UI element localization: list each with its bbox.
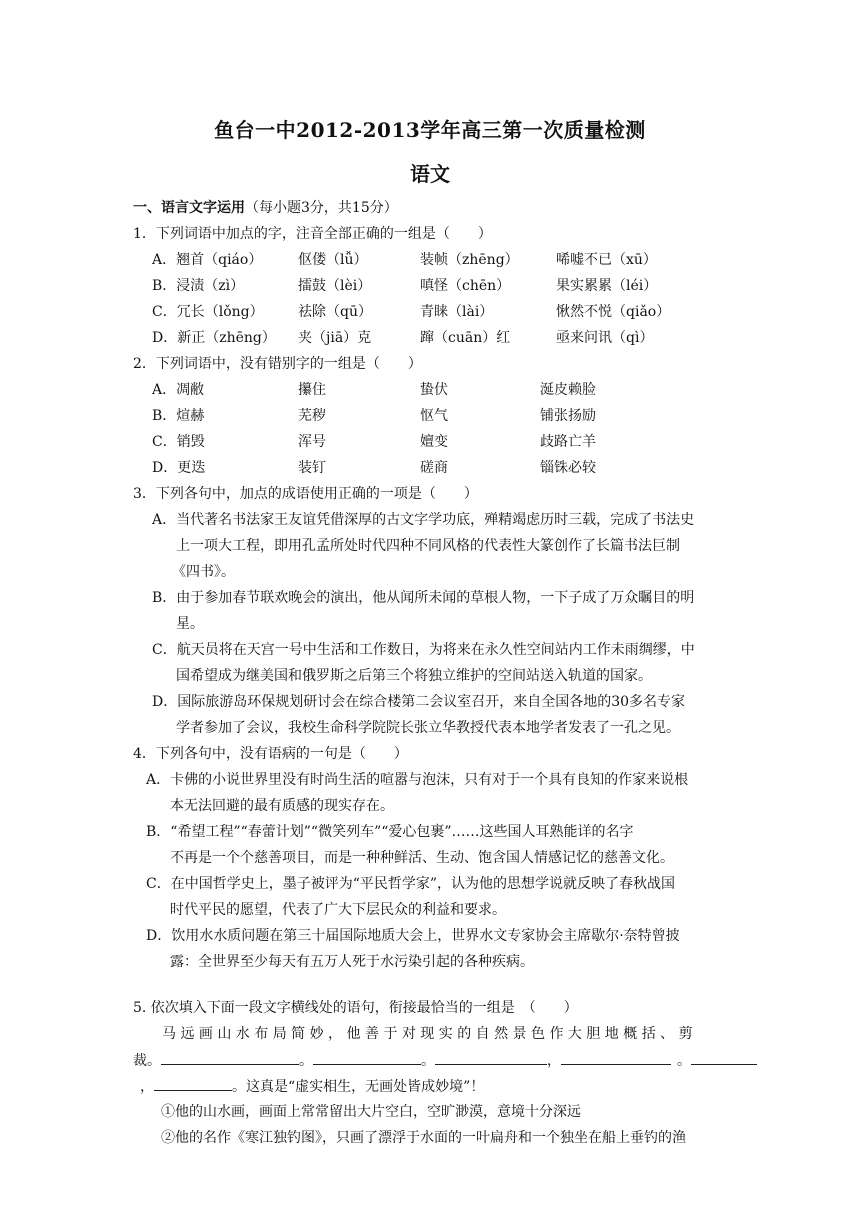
q2-a-3: 蛰伏 (420, 382, 448, 398)
q1-d-2: 夹（jiā）克 (298, 330, 372, 346)
question-5-stem: 5. 依次填入下面一段文字横线处的语句，衔接最恰当的一组是 （ ） (133, 1000, 578, 1016)
q2-a-4: 涎皮赖脸 (540, 382, 596, 398)
q5-item-2: ②他的名作《寒江独钓图》，只画了漂浮于水面的一叶扁舟和一个独坐在船上垂钓的渔 (161, 1130, 686, 1146)
q5-separator: ， (140, 1079, 154, 1095)
q1-b-1: B．浸渍（zì） (152, 278, 245, 294)
q1-d-1: D．新正（zhēng） (152, 330, 276, 346)
q1-c-2: 祛除（qū） (298, 304, 372, 320)
section-note: （每小题3分，共15分） (245, 200, 398, 216)
q2-c-1: C．销毁 (152, 434, 205, 450)
q1-b-4: 果实累累（léi） (556, 278, 658, 294)
q2-c-4: 歧路亡羊 (540, 434, 596, 450)
q2-d-3: 磋商 (420, 460, 448, 476)
q2-d-1: D．更迭 (152, 460, 206, 476)
q1-a-4: 唏嘘不已（xū） (556, 252, 657, 268)
q3-line: 上一项大工程，即用孔孟所处时代四种不同风格的代表性大篆创作了长篇书法巨制 (176, 538, 680, 554)
q5-text: 裁。 (133, 1053, 161, 1069)
fill-blank (313, 1050, 421, 1065)
fill-blank (154, 1076, 232, 1091)
fill-blank (561, 1050, 671, 1065)
q1-a-2: 伛偻（lǚ） (298, 252, 368, 268)
q3-line: D．国际旅游岛环保规划研讨会在综合楼第二会议室召开，来自全国各地的30多名专家 (152, 694, 686, 710)
q4-line: 露：全世界至少每天有五万人死于水污染引起的各种疾病。 (170, 954, 534, 970)
section-heading (133, 198, 398, 218)
q1-d-3: 蹿（cuān）红 (420, 330, 511, 346)
q2-c-2: 浑号 (298, 434, 326, 450)
q3-line: 国希望成为继美国和俄罗斯之后第三个将独立维护的空间站送入轨道的国家。 (176, 668, 652, 684)
question-3-stem: 3．下列各句中，加点的成语使用正确的一项是（ ） (133, 486, 478, 502)
fill-blank (435, 1050, 547, 1065)
q3-line: A．当代著名书法家王友谊凭借深厚的古文字学功底，殚精竭虑历时三载，完成了书法史 (152, 512, 695, 528)
q3-line: 星。 (176, 616, 204, 632)
q1-a-3: 装帧（zhēng） (420, 252, 519, 268)
q2-b-2: 芜秽 (298, 408, 326, 424)
q5-paragraph-line-2 (133, 1050, 757, 1071)
q2-c-3: 嬗变 (420, 434, 448, 450)
q5-separator: ， (547, 1053, 561, 1069)
q1-b-2: 擂鼓（lèi） (298, 278, 372, 294)
q5-separator: 。 (421, 1053, 435, 1069)
q1-c-1: C．冗长（lǒng） (152, 304, 264, 320)
q3-line: B．由于参加春节联欢晚会的演出，他从闻所未闻的草根人物，一下子成了万众瞩目的明 (152, 590, 695, 606)
subject-title: 语文 (410, 162, 450, 186)
q5-text: 。这真是“虚实相生，无画处皆成妙境”！ (232, 1079, 485, 1095)
q5-separator: 。 (299, 1053, 313, 1069)
question-4-stem: 4．下列各句中，没有语病的一句是（ ） (133, 746, 408, 762)
q5-paragraph-line-1: 马 远 画 山 水 布 局 简 妙 ， 他 善 于 对 现 实 的 自 然 景 色 作 大 胆 地 概 括 、 剪 (162, 1026, 693, 1042)
fill-blank (161, 1050, 299, 1065)
q2-a-2: 攥住 (298, 382, 326, 398)
q2-a-1: A．凋敝 (152, 382, 205, 398)
q5-paragraph-line-3 (140, 1076, 484, 1097)
question-2-stem: 2．下列词语中，没有错别字的一组是（ ） (133, 356, 422, 372)
q4-line: 本无法回避的最有质感的现实存在。 (170, 798, 394, 814)
section-title: 一、语言文字运用 (133, 200, 245, 216)
q3-line: C．航天员将在天宫一号中生活和工作数日，为将来在永久性空间站内工作未雨绸缪，中 (152, 642, 695, 658)
q2-d-2: 装钉 (298, 460, 326, 476)
q4-line: D．饮用水水质问题在第三十届国际地质大会上，世界水文专家协会主席歇尔·奈特曾披 (146, 928, 680, 944)
q2-b-3: 怄气 (420, 408, 448, 424)
q3-line: 学者参加了会议，我校生命科学院院长张立华教授代表本地学者发表了一孔之见。 (176, 720, 680, 736)
q4-line: A．卡佛的小说世界里没有时尚生活的喧嚣与泡沫，只有对于一个具有良知的作家来说根 (146, 772, 689, 788)
q5-separator: 。 (677, 1053, 691, 1069)
q1-b-3: 嗔怪（chēn） (420, 278, 511, 294)
q1-a-1: A．翘首（qiáo） (152, 252, 263, 268)
q3-line: 《四书》。 (172, 564, 235, 580)
exam-title: 鱼台一中2012-2013学年高三第一次质量检测 (214, 118, 646, 142)
q1-c-3: 青睐（lài） (420, 304, 494, 320)
q1-d-4: 亟来问讯（qì） (556, 330, 654, 346)
q4-line: B．“希望工程”“春蕾计划”“微笑列车”“爱心包裹”……这些国人耳熟能详的名字 (146, 824, 634, 840)
q4-line: 不再是一个个慈善项目，而是一种种鲜活、生动、饱含国人情感记忆的慈善文化。 (170, 850, 674, 866)
q5-item-1: ①他的山水画，画面上常常留出大片空白，空旷渺漠，意境十分深远 (161, 1104, 581, 1120)
question-1-stem: 1．下列词语中加点的字，注音全部正确的一组是（ ） (133, 226, 492, 242)
fill-blank (691, 1050, 757, 1065)
q2-b-1: B．煊赫 (152, 408, 205, 424)
q2-b-4: 铺张扬励 (540, 408, 596, 424)
q2-d-4: 锱铢必较 (540, 460, 596, 476)
q1-c-4: 愀然不悦（qiǎo） (556, 304, 671, 320)
q4-line: C．在中国哲学史上，墨子被评为“平民哲学家”，认为他的思想学说就反映了春秋战国 (146, 876, 676, 892)
q4-line: 时代平民的愿望，代表了广大下层民众的利益和要求。 (170, 902, 506, 918)
